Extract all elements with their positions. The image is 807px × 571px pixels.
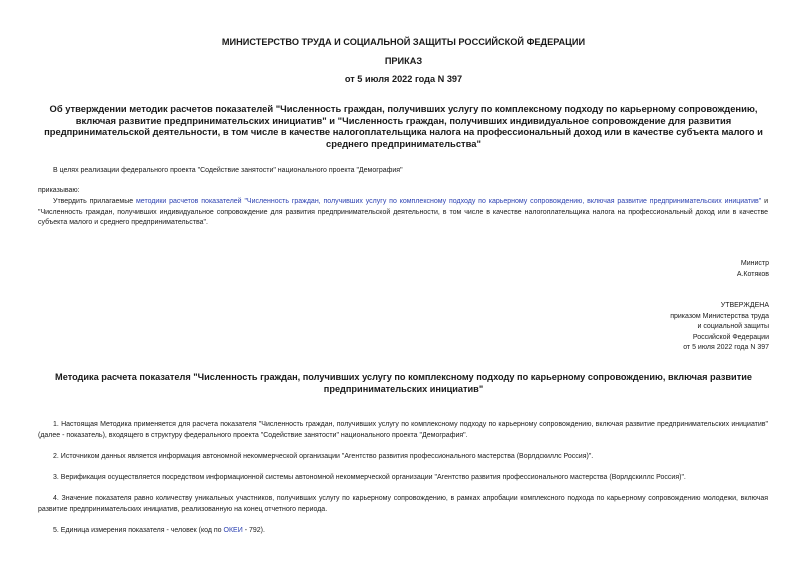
order-text-end: и "Численность граждан, получивших индивидуальное сопровождение для развития предпринимательской деятельности, в том числе в качестве налогоплательщика налога на профессиональный доход или в качестве субъекта малого и среднего предпринимательства". (38, 198, 768, 227)
methods-link[interactable]: методики расчетов показателей "Численность граждан, получивших услугу по комплексному подходу по карьерному сопровождению, включая развитие предпринимательских инициатив" (135, 198, 762, 205)
doc-type-heading: ПРИКАЗ (384, 56, 423, 66)
order-word: приказываю: (38, 187, 80, 194)
order-title: Об утверждении методик расчетов показателей "Численность граждан, получивших услугу по комплексному подходу по карьерному сопровождению, включая развитие предпринимательских инициатив" и "Численность граждан, получивших индивидуальное сопровождение для развития предпринимательской деятельности, в том числе в качестве налогоплательщика налога на профессиональный доход или в качестве субъекта малого и среднего предпринимательства" (44, 103, 763, 149)
order-text-start: Утвердить прилагаемые (53, 198, 136, 205)
item-1: 1. Настоящая Методика применяется для расчета показателя "Численность граждан, получивших услугу по комплексному подходу по карьерному сопровождению, включая развитие предпринимательских инициатив" (далее - показатель), входящего в структуру федерального проекта "Содействие занятости" национального проекта "Демография". (38, 421, 768, 439)
item-5 (38, 526, 768, 537)
item-3: 3. Верификация осуществляется посредством информационной системы автономной некоммерческой организации "Агентство развития профессионального мастерства (Ворлдскиллс Россия)". (53, 474, 686, 481)
item-5-end: - 792). (242, 527, 265, 534)
signature-name: А.Котяков (736, 270, 769, 278)
method-title: Методика расчета показателя "Численность граждан, получивших услугу по комплексному подходу по карьерному сопровождению, включая развитие предпринимательских инициатив" (55, 372, 752, 394)
order-paragraph (38, 197, 768, 229)
date-number-heading: от 5 июля 2022 года N 397 (344, 74, 463, 84)
approval-line-5: от 5 июля 2022 года N 397 (683, 344, 769, 352)
item-4: 4. Значение показателя равно количеству уникальных участников, получивших услугу по карьерному сопровождению, в рамках апробации комплексного подхода по карьерному сопровождению молодежи, включая развитие предпринимательских инициатив, реализованную на конец отчетного периода. (38, 495, 768, 513)
approval-line-3: и социальной защиты (697, 323, 769, 331)
signature-position: Министр (740, 260, 769, 267)
approval-block (670, 301, 769, 354)
okei-link[interactable]: ОКЕИ (223, 527, 243, 534)
item-5-start: 5. Единица измерения показателя - человек (код по (53, 527, 224, 534)
approval-line-2: приказом Министерства труда (670, 312, 769, 320)
preamble-text: В целях реализации федерального проекта "Содействие занятости" национального проекта "Демография" (53, 167, 403, 174)
ministry-heading: МИНИСТЕРСТВО ТРУДА И СОЦИАЛЬНОЙ ЗАЩИТЫ РОССИЙСКОЙ ФЕДЕРАЦИИ (221, 37, 586, 47)
signature-block (737, 259, 769, 280)
approval-line-4: Российской Федерации (692, 333, 769, 341)
item-2: 2. Источником данных является информация автономной некоммерческой организации "Агентство развития профессионального мастерства (Ворлдскиллс Россия)". (53, 453, 594, 460)
approval-line-1: УТВЕРЖДЕНА (720, 302, 769, 309)
